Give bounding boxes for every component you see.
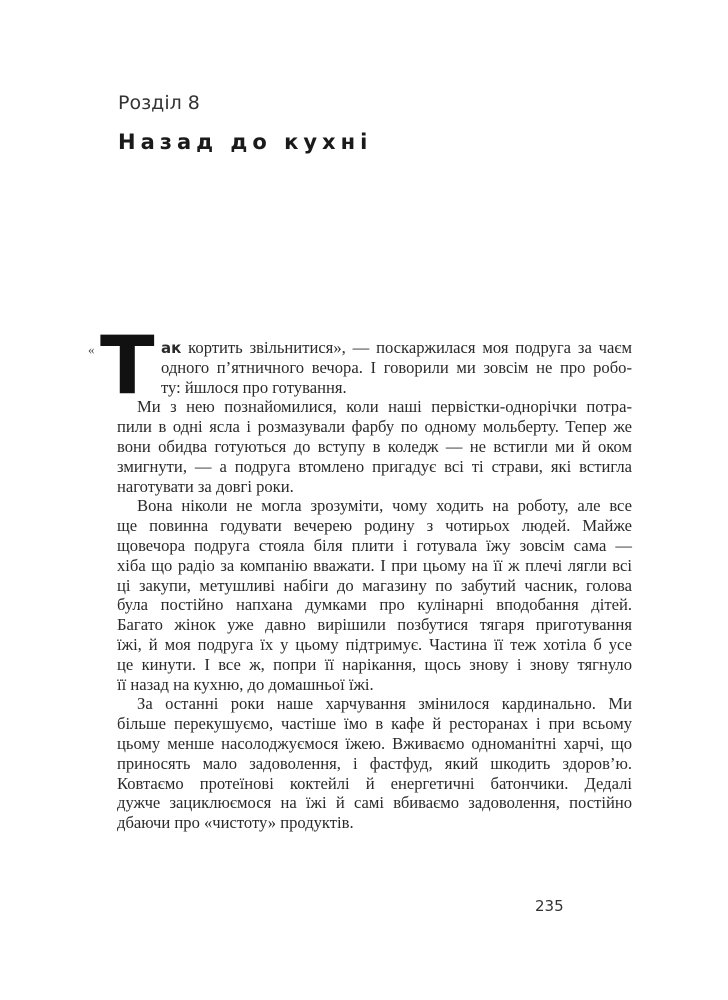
text-line: їжі, й моя подруга їх у цьому підтримує. Частина її теж хотіла б усе [117,634,632,654]
text-line: ту: йшлося про готування. [161,377,347,397]
text-line: змигнути, — а подруга втомлено пригадує всі ті страви, які встигла [117,456,632,476]
text-line: За останні роки наше харчування змінилося кардинально. Ми [137,694,632,714]
text-line [117,338,632,358]
text-line: цьому менше насолоджуємося їжею. Вживаємо одноманітні харчі, що [117,733,632,753]
chapter-title: Назад до кухні [118,130,373,154]
text-line: хіба що радіо за компанію вважати. І при цьому на її ж плечі лягли всі [117,555,632,575]
text-line: Ми з нею познайомилися, коли наші первістки-однорічки потра- [137,397,632,417]
text-line: Вона ніколи не могла зрозуміти, чому ходить на роботу, але все [137,496,632,516]
text-line: вони обидва готуються до вступу в коледж — не встигли ми й оком [117,436,632,456]
text-line: дужче зациклюємося на їжі й самі вбиваємо задоволення, постійно [117,793,632,813]
text-line: це кинути. І все ж, попри її нарікання, щось знову і знову тягнуло [117,654,632,674]
text-line: її назад на кухню, до домашньої їжі. [117,674,374,694]
opening-quote: « [88,342,95,357]
line-text: кортить звільнитися», — поскаржилася моя подруга за чаєм [181,338,632,357]
text-line: була постійно напхана думками про кулінарні вподобання дітей. [117,595,632,615]
drop-cap-continuation: ак [161,339,182,357]
body-text [117,338,632,833]
text-line: більше перекушуємо, частіше їмо в кафе й ресторанах і при всьому [117,714,632,734]
text-line: ще повинна годувати вечерею родину з чотирьох людей. Майже [117,516,632,536]
page-number: 235 [535,897,564,915]
text-line: дбаючи про «чистоту» продуктів. [117,813,354,833]
text-line: ці закупи, метушливі набіги до магазину по забутий часник, голова [117,575,632,595]
text-line: Багато жінок уже давно вирішили позбутися тягаря приготування [117,615,632,635]
text-line: одного п’ятничного вечора. І говорили ми зовсім не про робо- [161,357,632,377]
text-line: Ковтаємо протеїнові коктейлі й енергетичні батончики. Дедалі [117,773,632,793]
drop-cap: Т [100,319,155,412]
text-line: щовечора подруга стояла біля плити і готувала їжу зовсім сама — [117,535,632,555]
text-line: пили в одні ясла і розмазували фарбу по одному мольберту. Тепер же [117,417,632,437]
chapter-label: Розділ 8 [118,92,200,114]
text-line: наготувати за довгі роки. [117,476,294,496]
text-line: приносять мало задоволення, і фастфуд, який шкодить здоров’ю. [117,753,632,773]
